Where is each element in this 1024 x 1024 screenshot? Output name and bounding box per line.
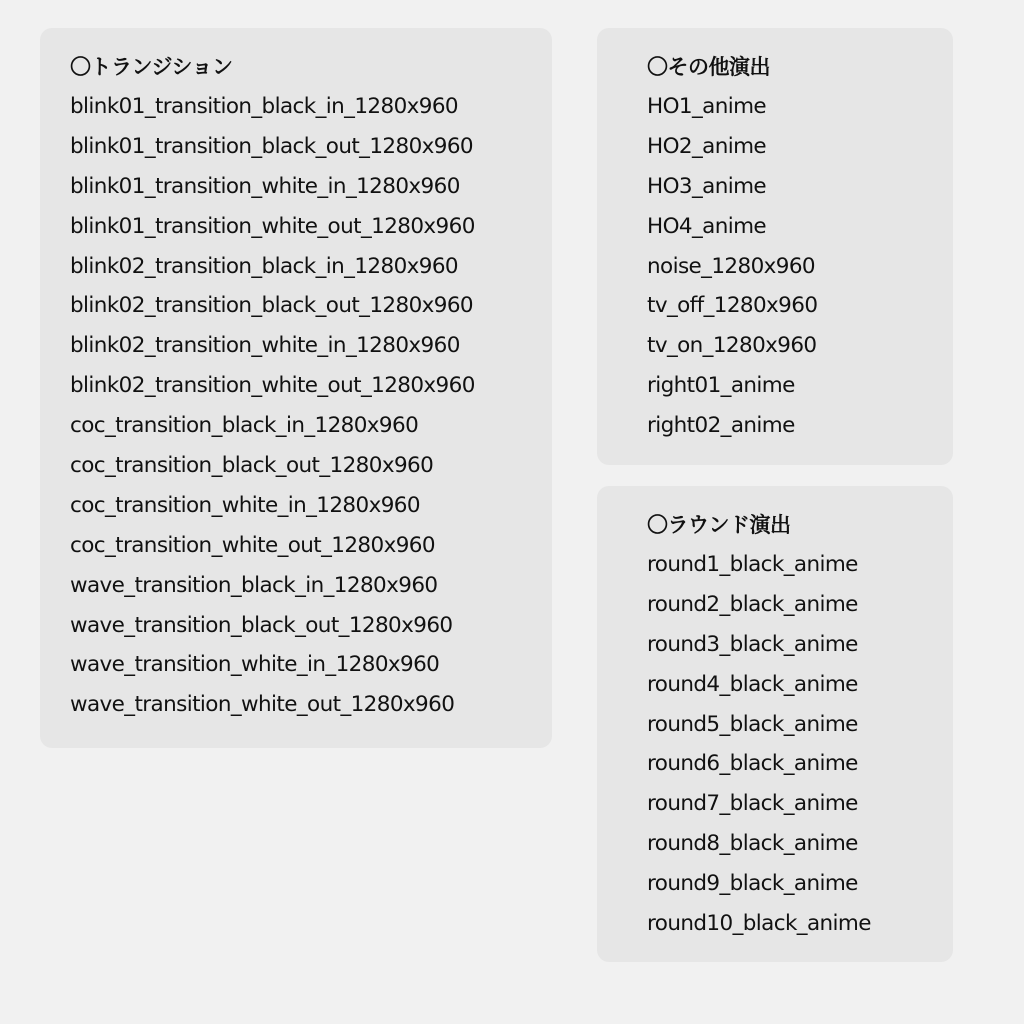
list-item: coc_transition_white_out_1280x960: [70, 532, 435, 558]
list-item: round10_black_anime: [647, 911, 871, 937]
list-item: blink01_transition_black_in_1280x960: [70, 94, 459, 119]
list-item: round4_black_anime: [647, 671, 858, 697]
round-effects-list: [647, 552, 953, 951]
list-item: round1_black_anime: [647, 552, 858, 577]
list-item: HO2_anime: [647, 133, 767, 159]
list-item: round5_black_anime: [647, 711, 858, 737]
list-item: blink01_transition_black_out_1280x960: [70, 133, 474, 159]
list-item: tv_on_1280x960: [647, 333, 817, 359]
list-item: blink01_transition_white_in_1280x960: [70, 173, 460, 199]
list-item: round8_black_anime: [647, 831, 858, 857]
other-effects-panel: [597, 28, 953, 465]
list-item: blink02_transition_white_in_1280x960: [70, 333, 460, 359]
list-item: wave_transition_white_out_1280x960: [70, 692, 455, 718]
other-effects-heading: 〇その他演出: [647, 55, 770, 79]
list-item: wave_transition_white_in_1280x960: [70, 652, 440, 678]
list-item: coc_transition_black_out_1280x960: [70, 453, 434, 479]
list-item: blink02_transition_black_out_1280x960: [70, 293, 474, 319]
list-item: HO4_anime: [647, 213, 767, 239]
list-item: blink01_transition_white_out_1280x960: [70, 213, 475, 239]
list-item: right01_anime: [647, 373, 795, 399]
list-item: wave_transition_black_in_1280x960: [70, 572, 438, 598]
list-item: noise_1280x960: [647, 253, 816, 279]
transition-heading: 〇トランジション: [70, 55, 233, 79]
list-item: coc_transition_black_in_1280x960: [70, 413, 419, 439]
list-item: round9_black_anime: [647, 871, 858, 897]
list-item: blink02_transition_black_in_1280x960: [70, 253, 459, 279]
transition-panel: [40, 28, 552, 748]
list-item: round7_black_anime: [647, 791, 858, 817]
list-item: HO1_anime: [647, 94, 767, 119]
list-item: round2_black_anime: [647, 591, 858, 617]
list-item: HO3_anime: [647, 173, 767, 199]
transition-list: [70, 94, 552, 732]
list-item: round6_black_anime: [647, 751, 858, 777]
list-item: right02_anime: [647, 413, 795, 439]
list-item: coc_transition_white_in_1280x960: [70, 492, 420, 518]
list-item: blink02_transition_white_out_1280x960: [70, 373, 475, 399]
list-item: tv_off_1280x960: [647, 293, 818, 319]
other-effects-list: [647, 94, 953, 453]
list-item: wave_transition_black_out_1280x960: [70, 612, 453, 638]
round-effects-panel: [597, 486, 953, 962]
list-item: round3_black_anime: [647, 631, 858, 657]
round-effects-heading: 〇ラウンド演出: [647, 513, 791, 537]
